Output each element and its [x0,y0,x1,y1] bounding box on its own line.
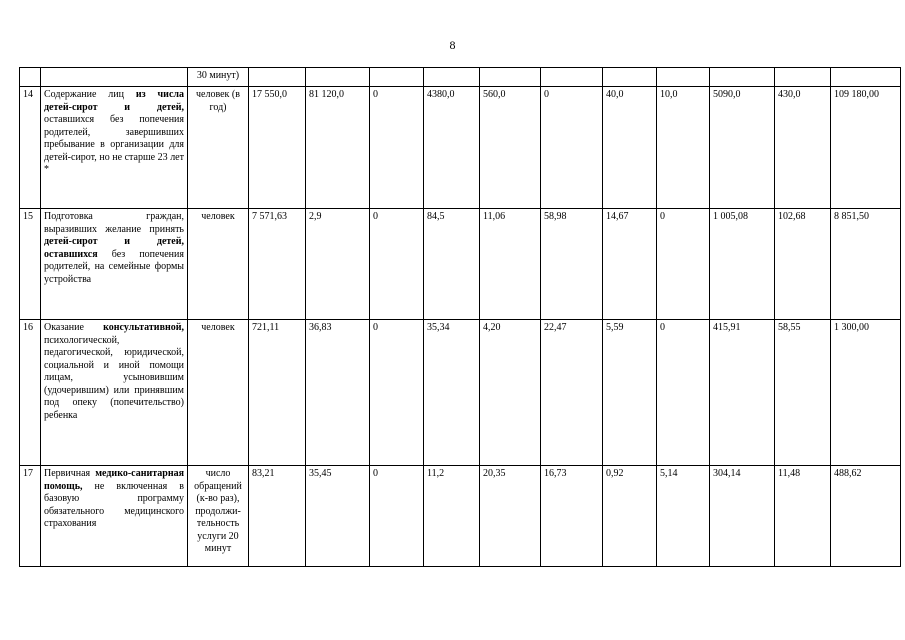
value-cell: 5,14 [657,466,710,567]
value-cell: 560,0 [480,87,541,209]
value-cell: 16,73 [541,466,603,567]
page-number: 8 [449,38,456,52]
cell [541,68,603,87]
cost-table [19,67,901,567]
value-cell: 5,59 [603,320,657,466]
value-cell: 58,55 [775,320,831,466]
value-cell: 14,67 [603,209,657,320]
value-cell: 20,35 [480,466,541,567]
bold-fragment: консультативной, [103,322,184,333]
unit-cell: 30 минут) [188,68,249,87]
value-cell: 11,48 [775,466,831,567]
cell [424,68,480,87]
value-cell: 58,98 [541,209,603,320]
value-cell: 7 571,63 [249,209,306,320]
cell [20,68,41,87]
value-cell: 1 005,08 [710,209,775,320]
value-cell: 10,0 [657,87,710,209]
value-cell: 81 120,0 [306,87,370,209]
cell [710,68,775,87]
value-cell: 1 300,00 [831,320,901,466]
value-cell: 0 [370,320,424,466]
value-cell: 0 [370,87,424,209]
value-cell: 430,0 [775,87,831,209]
cell [603,68,657,87]
value-cell: 8 851,50 [831,209,901,320]
value-cell: 415,91 [710,320,775,466]
value-cell: 0 [657,320,710,466]
continuation-row [20,68,901,87]
value-cell: 488,62 [831,466,901,567]
table-row [20,87,901,209]
value-cell: 4,20 [480,320,541,466]
value-cell: 40,0 [603,87,657,209]
cell [370,68,424,87]
value-cell: 22,47 [541,320,603,466]
service-name: Подготовка граждан, выразивших желание принять детей-сирот и детей, оставшихся без попечения родителей, на семейные формы устройства [41,209,188,320]
value-cell: 84,5 [424,209,480,320]
unit-cell: число обращений (к-во раз), продолжи-тельность услуги 20 минут [188,466,249,567]
value-cell: 109 180,00 [831,87,901,209]
service-name: Оказание консультативной, психологической, педагогической, юридической, социальной и иной помощи лицам, усыновившим (удочерившим) или принявшим под опеку (попечительство) ребенка [41,320,188,466]
bold-fragment: медико-санитарная помощь, [44,468,184,492]
value-cell: 0 [370,209,424,320]
value-cell: 0 [657,209,710,320]
bold-fragment: из числа детей-сирот и детей, [44,89,184,113]
cell [775,68,831,87]
value-cell: 17 550,0 [249,87,306,209]
value-cell: 0 [370,466,424,567]
value-cell: 5090,0 [710,87,775,209]
value-cell: 83,21 [249,466,306,567]
value-cell: 0,92 [603,466,657,567]
row-number: 14 [20,87,41,209]
table-body [20,68,901,567]
row-number: 16 [20,320,41,466]
value-cell: 0 [541,87,603,209]
table-row [20,320,901,466]
cell [831,68,901,87]
row-number: 15 [20,209,41,320]
table-row [20,466,901,567]
row-number: 17 [20,466,41,567]
table-row [20,209,901,320]
value-cell: 36,83 [306,320,370,466]
unit-cell: человек (в год) [188,87,249,209]
unit-cell: человек [188,209,249,320]
value-cell: 2,9 [306,209,370,320]
cell [480,68,541,87]
value-cell: 11,2 [424,466,480,567]
cell [657,68,710,87]
service-name: Содержание лиц из числа детей-сирот и детей, оставшихся без попечения родителей, завершивших пребывание в организации для детей-сирот, но не старше 23 лет * [41,87,188,209]
value-cell: 35,45 [306,466,370,567]
cell [306,68,370,87]
value-cell: 721,11 [249,320,306,466]
value-cell: 102,68 [775,209,831,320]
service-name: Первичная медико-санитарная помощь, не включенная в базовую программу обязательного медицинского страхования [41,466,188,567]
cell [249,68,306,87]
value-cell: 304,14 [710,466,775,567]
value-cell: 35,34 [424,320,480,466]
value-cell: 11,06 [480,209,541,320]
value-cell: 4380,0 [424,87,480,209]
cell [41,68,188,87]
unit-cell: человек [188,320,249,466]
bold-fragment: детей-сирот и детей, оставшихся [44,236,184,260]
